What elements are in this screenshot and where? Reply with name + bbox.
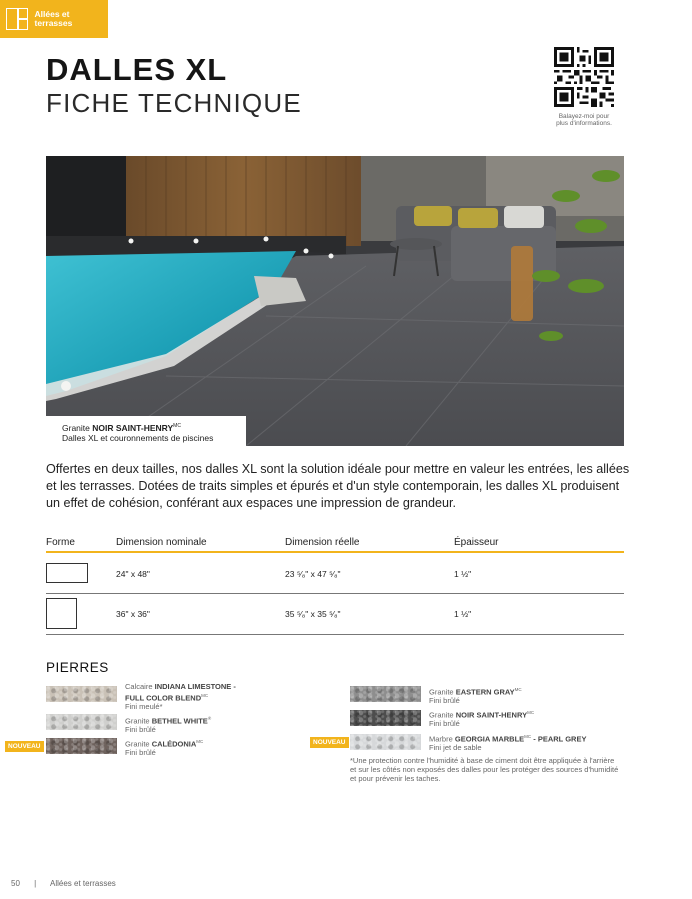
table-row-divider (46, 593, 624, 594)
swatch-eastern-gray (350, 686, 421, 702)
table-row-1-epaisseur: 1 ½" (454, 569, 472, 579)
new-badge: NOUVEAU (310, 737, 349, 748)
paver-pattern-icon (6, 8, 28, 30)
qr-code-icon[interactable] (554, 47, 614, 107)
photo-caption-line2: Dalles XL et couronnements de piscines (62, 432, 214, 443)
table-row-2-epaisseur: 1 ½" (454, 609, 472, 619)
stone-caledonia: Granite $CALÉDONIA^{MC}$ Fini brûlé (125, 739, 204, 757)
table-row-2-nominal: 36" x 36" (116, 609, 150, 619)
table-header-rule (46, 551, 624, 553)
table-header-nominal: Dimension nominale (116, 537, 207, 548)
table-row-2-reelle: 35 ⁵⁄₈" x 35 ⁵⁄₈" (285, 609, 341, 619)
photo-caption-name: NOIR SAINT-HENRY (92, 422, 174, 433)
rectangle-shape-icon (46, 563, 88, 583)
page-title: DALLES XL (46, 52, 228, 87)
stone-indiana-limestone: Calcaire INDIANA LIMESTONE - FULL COLOR $BLEND^{MC}$ Fini meulé* (125, 682, 236, 711)
table-header-epaisseur: Épaisseur (454, 537, 499, 548)
page-footer (11, 879, 116, 888)
footer-section: Allées et terrasses (50, 879, 116, 888)
table-bottom-rule (46, 634, 624, 635)
new-badge: NOUVEAU (5, 741, 44, 752)
table-header-forme: Forme (46, 537, 75, 548)
intro-paragraph: Offertes en deux tailles, nos dalles XL sont la solution idéale pour mettre en valeur les entrées, les allées et les terrasses. Dotées de traits simples et épurés et d'un style contemporain, les dalles XL produisent un effet de cohésion, conférant aux espaces une impression de grandeur. (46, 462, 630, 510)
footer-separator: | (34, 879, 37, 888)
swatch-noir-saint-henry (350, 710, 421, 726)
stone-georgia-marble: Marbre GEORGIA $MARBLE^{MC}$ - PEARL GREY Fini jet de sable (429, 734, 587, 752)
photo-caption-mark: MC (173, 423, 181, 429)
qr-caption: Balayez-moi pour plus d'informations. (556, 113, 612, 127)
table-row-1-reelle: 23 ⁵⁄₈" x 47 ⁵⁄₈" (285, 569, 341, 579)
swatch-indiana-limestone (46, 686, 117, 702)
table-row-1-nominal: 24" x 48" (116, 569, 150, 579)
swatch-bethel-white (46, 714, 117, 730)
page-subtitle: FICHE TECHNIQUE (46, 88, 302, 118)
table-header-reelle: Dimension réelle (285, 537, 360, 548)
stones-title: PIERRES (46, 660, 109, 675)
stone-noir-saint-henry: Granite NOIR SAINT-$HENRY^{MC}$ Fini brûlé (429, 710, 535, 728)
square-shape-icon (46, 598, 77, 629)
swatch-georgia-marble (350, 734, 421, 750)
stone-bethel-white: Granite BETHEL WHITE® Fini brûlé (125, 716, 212, 734)
photo-caption (46, 416, 246, 446)
section-tag-label: Allées et terrasses (34, 9, 73, 28)
moisture-note: *Une protection contre l'humidité à base de ciment doit être appliquée à l'arrière et sur les côtés non exposés des dalles pour les protéger des sources d'humidité et pour prévenir les taches. (350, 756, 619, 783)
page-number: 50 (11, 879, 20, 888)
swatch-caledonia (46, 738, 117, 754)
stone-eastern-gray: Granite EASTERN $GRAY^{MC}$ Fini brûlé (429, 687, 522, 705)
section-tag (0, 0, 108, 38)
photo-caption-prefix: Granite (62, 422, 90, 433)
hero-photo (46, 156, 624, 446)
